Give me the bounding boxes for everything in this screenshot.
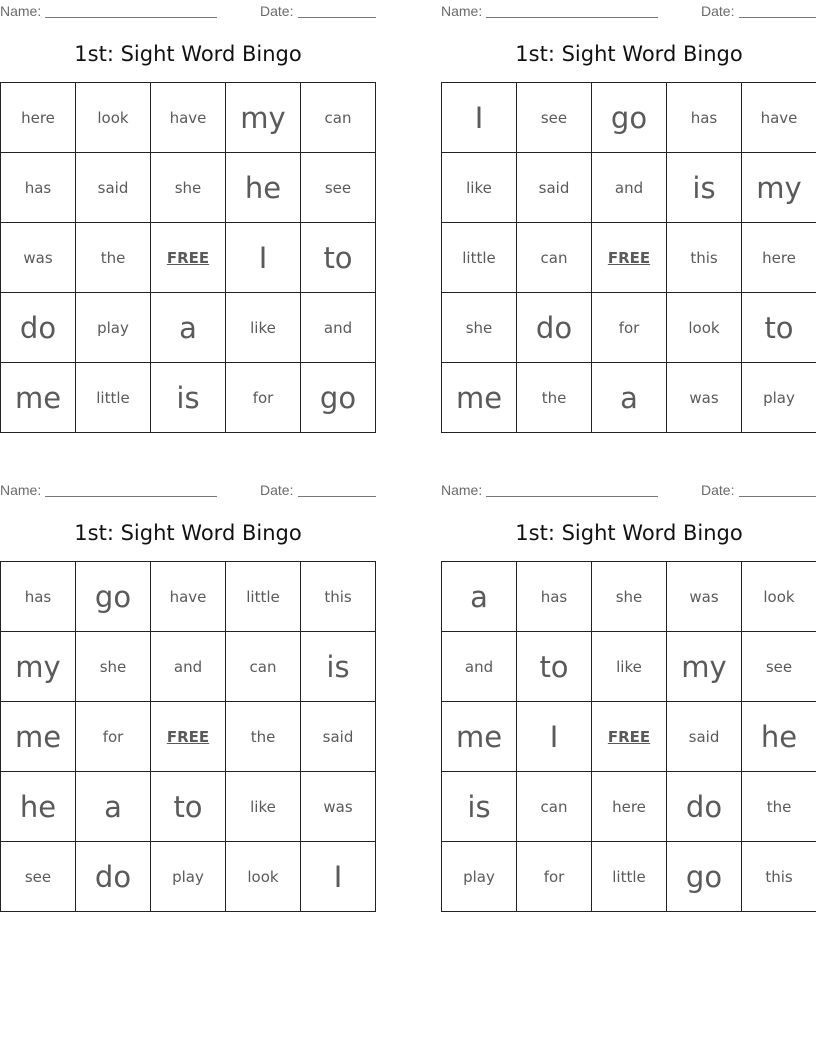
name-label: Name: (441, 482, 483, 498)
bingo-cell[interactable]: I (226, 223, 301, 293)
bingo-cell[interactable]: he (1, 772, 76, 842)
bingo-cell[interactable]: like (592, 632, 667, 702)
bingo-cell[interactable]: go (301, 363, 376, 433)
bingo-cell[interactable]: do (76, 842, 151, 912)
date-field-line[interactable] (298, 496, 376, 497)
bingo-cell[interactable]: this (667, 223, 742, 293)
bingo-cell[interactable]: have (151, 562, 226, 632)
bingo-cell[interactable]: a (442, 562, 517, 632)
card-title: 1st: Sight Word Bingo (74, 521, 302, 545)
bingo-cell[interactable]: for (76, 702, 151, 772)
bingo-cell[interactable]: like (442, 153, 517, 223)
bingo-cell[interactable]: go (76, 562, 151, 632)
bingo-cell[interactable]: can (517, 772, 592, 842)
bingo-cell[interactable]: little (592, 842, 667, 912)
date-field-line[interactable] (298, 17, 376, 18)
bingo-cell[interactable]: little (442, 223, 517, 293)
bingo-cell[interactable]: has (517, 562, 592, 632)
free-space-cell[interactable]: FREE (592, 702, 667, 772)
bingo-cell[interactable]: here (592, 772, 667, 842)
bingo-cell[interactable]: and (592, 153, 667, 223)
bingo-cell[interactable]: have (742, 83, 816, 153)
bingo-cell[interactable]: this (742, 842, 816, 912)
bingo-cell[interactable]: she (151, 153, 226, 223)
bingo-cell[interactable]: my (226, 83, 301, 153)
date-label: Date: (701, 3, 735, 19)
card-title: 1st: Sight Word Bingo (515, 521, 743, 545)
bingo-cell[interactable]: I (301, 842, 376, 912)
free-space-cell[interactable]: FREE (151, 223, 226, 293)
date-label: Date: (260, 482, 294, 498)
bingo-cell[interactable]: the (226, 702, 301, 772)
bingo-cell[interactable]: see (517, 83, 592, 153)
bingo-cell[interactable]: I (517, 702, 592, 772)
bingo-cell[interactable]: me (442, 702, 517, 772)
bingo-cell[interactable]: she (442, 293, 517, 363)
bingo-cell[interactable]: here (1, 83, 76, 153)
name-label: Name: (0, 3, 42, 19)
bingo-cell[interactable]: and (301, 293, 376, 363)
bingo-grid (0, 561, 376, 912)
bingo-cell[interactable]: like (226, 772, 301, 842)
date-field-line[interactable] (739, 17, 816, 18)
bingo-cell[interactable]: do (1, 293, 76, 363)
bingo-cell[interactable]: and (442, 632, 517, 702)
name-field-line[interactable] (45, 17, 217, 18)
bingo-cell[interactable]: can (301, 83, 376, 153)
bingo-cell[interactable]: the (517, 363, 592, 433)
free-space-cell[interactable]: FREE (151, 702, 226, 772)
bingo-cell[interactable]: is (667, 153, 742, 223)
date-label: Date: (701, 482, 735, 498)
bingo-cell[interactable]: can (226, 632, 301, 702)
bingo-cell[interactable]: has (1, 562, 76, 632)
bingo-cell[interactable]: go (667, 842, 742, 912)
date-label: Date: (260, 3, 294, 19)
bingo-cell[interactable]: said (517, 153, 592, 223)
bingo-cell[interactable]: she (76, 632, 151, 702)
bingo-cell[interactable]: said (76, 153, 151, 223)
bingo-cell[interactable]: play (742, 363, 816, 433)
bingo-grid (0, 82, 376, 433)
bingo-cell[interactable]: do (517, 293, 592, 363)
bingo-cell[interactable]: my (742, 153, 816, 223)
card-header (0, 3, 376, 19)
bingo-cell[interactable]: is (442, 772, 517, 842)
bingo-cell[interactable]: a (151, 293, 226, 363)
card-title: 1st: Sight Word Bingo (515, 42, 743, 66)
bingo-cell[interactable]: look (742, 562, 816, 632)
bingo-cell[interactable]: see (742, 632, 816, 702)
bingo-cell[interactable]: has (1, 153, 76, 223)
bingo-cell[interactable]: the (742, 772, 816, 842)
bingo-cell[interactable]: go (592, 83, 667, 153)
bingo-cell[interactable]: is (301, 632, 376, 702)
bingo-cell[interactable]: my (667, 632, 742, 702)
bingo-cell[interactable]: for (592, 293, 667, 363)
bingo-cell[interactable]: a (592, 363, 667, 433)
bingo-cell[interactable]: play (442, 842, 517, 912)
bingo-cell[interactable]: look (76, 83, 151, 153)
bingo-cell[interactable]: little (76, 363, 151, 433)
bingo-cell[interactable]: to (517, 632, 592, 702)
card-header (441, 482, 816, 498)
bingo-cell[interactable]: said (301, 702, 376, 772)
name-field-line[interactable] (486, 17, 658, 18)
bingo-cell[interactable]: me (1, 702, 76, 772)
bingo-cell[interactable]: play (76, 293, 151, 363)
bingo-cell[interactable]: have (151, 83, 226, 153)
bingo-cell[interactable]: to (742, 293, 816, 363)
bingo-cell[interactable]: she (592, 562, 667, 632)
bingo-cell[interactable]: do (667, 772, 742, 842)
bingo-cell[interactable]: me (442, 363, 517, 433)
bingo-cell[interactable]: play (151, 842, 226, 912)
bingo-cell[interactable]: this (301, 562, 376, 632)
bingo-cell[interactable]: to (151, 772, 226, 842)
date-field-line[interactable] (739, 496, 816, 497)
bingo-cell[interactable]: was (667, 562, 742, 632)
bingo-cell[interactable]: look (667, 293, 742, 363)
bingo-cell[interactable]: look (226, 842, 301, 912)
bingo-cell[interactable]: the (76, 223, 151, 293)
bingo-cell[interactable]: was (1, 223, 76, 293)
name-field-line[interactable] (45, 496, 217, 497)
bingo-grid (441, 561, 816, 912)
bingo-cell[interactable]: to (301, 223, 376, 293)
bingo-cell[interactable]: here (742, 223, 816, 293)
name-label: Name: (441, 3, 483, 19)
bingo-cell[interactable]: he (226, 153, 301, 223)
bingo-cell[interactable]: I (442, 83, 517, 153)
name-field-line[interactable] (486, 496, 658, 497)
bingo-cell[interactable]: a (76, 772, 151, 842)
card-title: 1st: Sight Word Bingo (74, 42, 302, 66)
bingo-cell[interactable]: has (667, 83, 742, 153)
bingo-cell[interactable]: is (151, 363, 226, 433)
bingo-cell[interactable]: like (226, 293, 301, 363)
bingo-cell[interactable]: see (301, 153, 376, 223)
bingo-cell[interactable]: and (151, 632, 226, 702)
bingo-cell[interactable]: he (742, 702, 816, 772)
bingo-cell[interactable]: me (1, 363, 76, 433)
bingo-cell[interactable]: see (1, 842, 76, 912)
bingo-cell[interactable]: said (667, 702, 742, 772)
card-header (441, 3, 816, 19)
bingo-cell[interactable]: for (226, 363, 301, 433)
bingo-cell[interactable]: was (301, 772, 376, 842)
bingo-cell[interactable]: little (226, 562, 301, 632)
name-label: Name: (0, 482, 42, 498)
card-header (0, 482, 376, 498)
bingo-cell[interactable]: my (1, 632, 76, 702)
bingo-cell[interactable]: was (667, 363, 742, 433)
bingo-cell[interactable]: for (517, 842, 592, 912)
free-space-cell[interactable]: FREE (592, 223, 667, 293)
bingo-grid (441, 82, 816, 433)
bingo-cell[interactable]: can (517, 223, 592, 293)
